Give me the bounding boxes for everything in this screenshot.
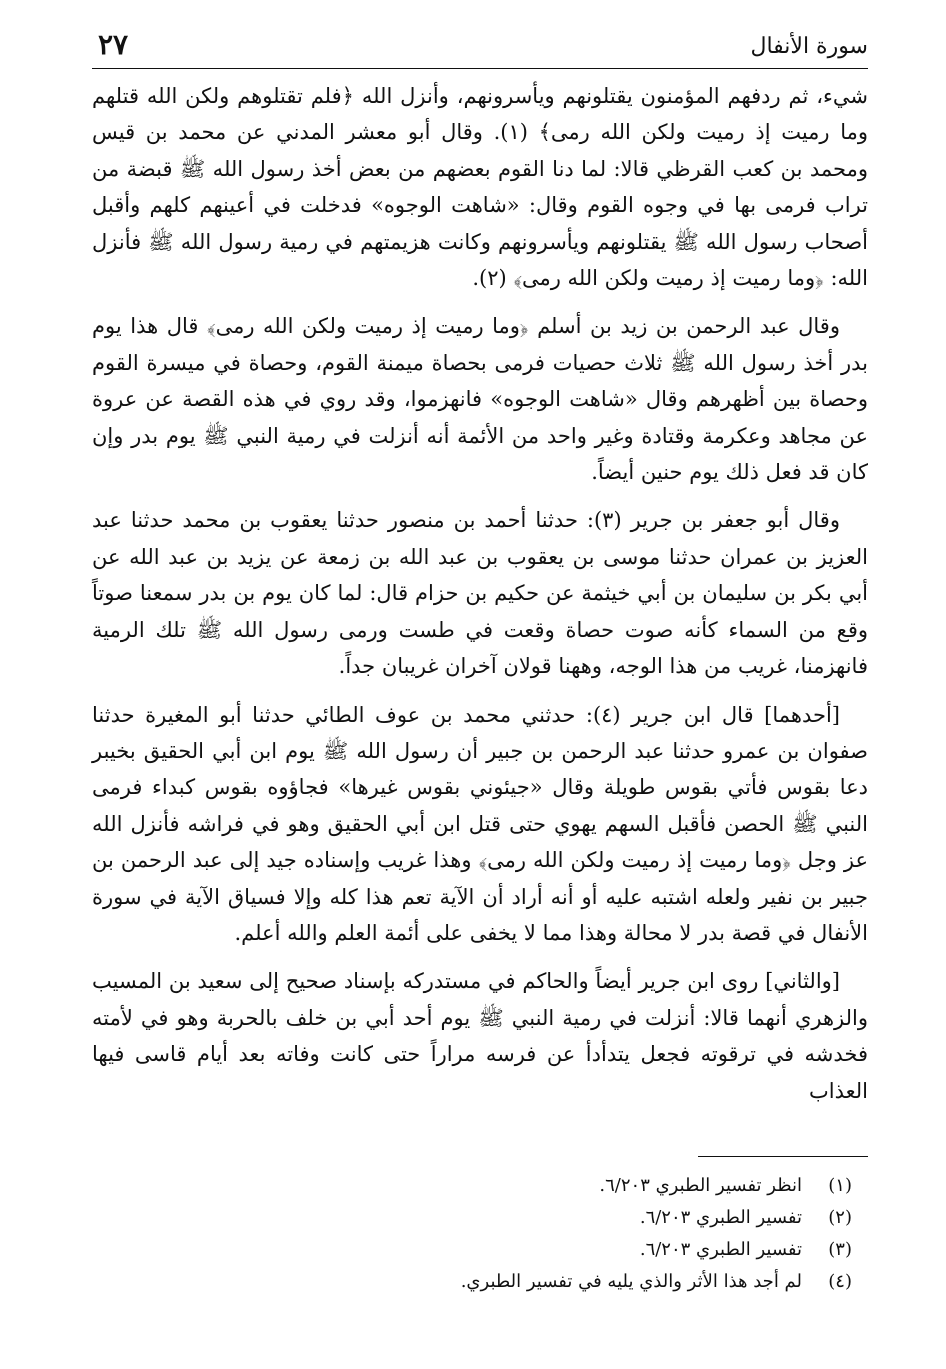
paragraph: وقال أبو جعفر بن جرير (٣): حدثنا أحمد بن منصور حدثنا يعقوب بن محمد حدثنا عبد العزيز بن عمران حدثنا موسى بن يعقوب بن عبد الله بن زمعة عن يزيد بن عبد الله عن أبي بكر بن سليمان بن أبي خيثمة عن حكيم بن حزام قال: لما كان يوم بن بدر سمعنا صوتاً وقع من السماء كأنه صوت حصاة وقعت في طست ورمى رسول الله ﷺ تلك الرمية فانهزمنا، غريب من هذا الوجه، وههنا قولان آخران غريبان جداً.	[92, 508, 868, 679]
paragraph: [أحدهما] قال ابن جرير (٤): حدثني محمد بن عوف الطائي حدثنا أبو المغيرة حدثنا صفوان بن عمرو حدثنا عبد الرحمن بن جبير أن رسول الله ﷺ يوم ابن أبي الحقيق بخيبر دعا بقوس فأتي بقوس طويلة وقال «جيئوني بقوس غيرها» فجاؤوه بقوس كبداء فرمى النبي ﷺ الحصن فأقبل السهم يهوي حتى قتل ابن أبي الحقيق وهو في فراشه فأنزل الله عز وجل ﴿وما رميت إذ رميت ولكن الله رمى﴾ وهذا غريب وإسناده جيد إلى عبد الرحمن بن جبير بن نفير ولعله اشتبه عليه أو أنه أراد أن الآية تعم هذا كله وإلا فسياق الآية في سورة الأنفال في قصة بدر لا محالة وهذا مما لا يخفى على أئمة العلم والله أعلم.	[92, 702, 868, 945]
footnotes	[92, 1170, 868, 1298]
paragraph: شيء، ثم ردفهم المؤمنون يقتلونهم ويأسرونهم، وأنزل الله ﴿فلم تقتلوهم ولكن الله قتلهم وما رميت إذ رميت ولكن الله رمى﴾ (١). وقال أبو معشر المدني عن محمد بن قيس ومحمد بن كعب القرظي قالا: لما دنا القوم بعضهم من بعض أخذ رسول الله ﷺ قبضة من تراب فرمى بها في وجوه القوم وقال: «شاهت الوجوه» فدخلت في أعينهم كلهم وأقبل أصحاب رسول الله ﷺ يقتلونهم ويأسرونهم وكانت هزيمتهم في رمية رسول الله ﷺ فأنزل الله: ﴿وما رميت إذ رميت ولكن الله رمى﴾ (٢).	[92, 84, 868, 291]
footnote-text: تفسير الطبري ٦/٢٠٣.	[639, 1207, 802, 1228]
paragraph: وقال عبد الرحمن بن زيد بن أسلم ﴿وما رميت إذ رميت ولكن الله رمى﴾ قال هذا يوم بدر أخذ رسول الله ﷺ ثلاث حصيات فرمى بحصاة ميمنة القوم، وحصاة في ميسرة القوم وحصاة بين أظهرهم وقال «شاهت الوجوه» فانهزموا، وقد روي في هذه القصة عن عروة عن مجاهد وعكرمة وقتادة وغير واحد من الأئمة أنه أنزلت في رمية النبي ﷺ يوم بدر وإن كان قد فعل ذلك يوم حنين أيضاً.	[92, 314, 868, 485]
page-number: ٢٧	[98, 28, 129, 61]
footnote-number: (٣)	[828, 1239, 852, 1260]
footnote	[92, 1202, 868, 1234]
surah-name: سورة الأنفال	[750, 34, 868, 59]
footnote-text: لم أجد هذا الأثر والذي يليه في تفسير الطبري.	[460, 1271, 802, 1292]
paragraph: [والثاني] روى ابن جرير أيضاً والحاكم في مستدركه بإسناد صحيح إلى سعيد بن المسيب والزهري أنهما قالا: أنزلت في رمية النبي ﷺ يوم أحد أبي بن خلف بالحربة وهو في لأمته فخدشه في ترقوته فجعل يتدأدأ عن فرسه مراراً حتى كانت وفاته بعد أيام قاسى فيها العذاب	[92, 969, 868, 1103]
footnote-number: (١)	[828, 1175, 852, 1196]
footnote-divider	[698, 1156, 868, 1157]
footnote	[92, 1266, 868, 1298]
footnote-number: (٤)	[828, 1271, 852, 1292]
main-text	[92, 78, 868, 1121]
footnote-text: انظر تفسير الطبري ٦/٢٠٣.	[599, 1175, 802, 1196]
footnote	[92, 1170, 868, 1202]
page-header	[92, 28, 868, 69]
footnote	[92, 1234, 868, 1266]
footnote-text: تفسير الطبري ٦/٢٠٣.	[639, 1239, 802, 1260]
footnote-number: (٢)	[828, 1207, 852, 1228]
